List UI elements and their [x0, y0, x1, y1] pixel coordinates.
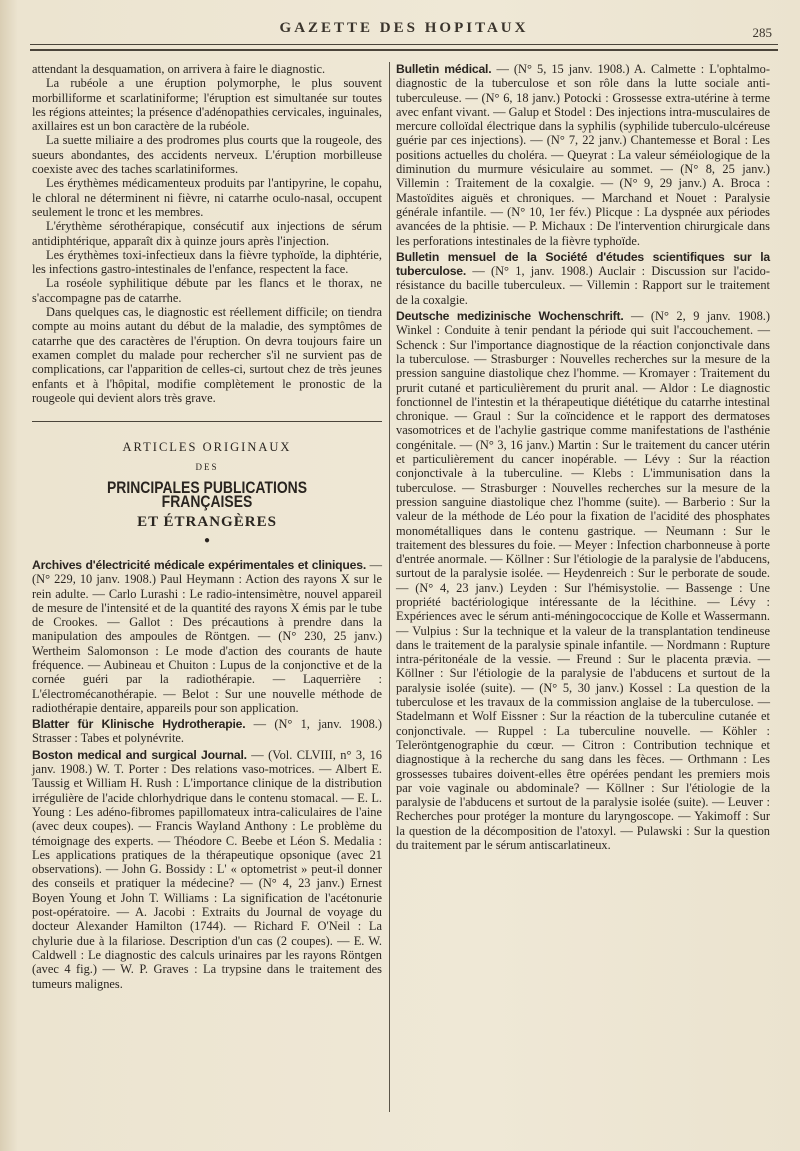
left-column — [32, 62, 382, 993]
entry-body: — (N° 1, janv. 1908.) Strasser : Tabes et polynévrite. — [32, 717, 382, 746]
entry-body: — (N° 1, janv. 1908.) Auclair : Discussion sur l'acido-résistance du bacille tuberculeux. — Villemin : Rapport sur le traitement de la coxalgie. — [396, 264, 770, 307]
section-title: PRINCIPALES PUBLICATIONS FRANÇAISES — [106, 477, 308, 512]
entry-body: — (N° 2, 9 janv. 1908.) Winkel : Conduite à tenir pendant la période qui suit l'accouchement. — Schenck : Sur l'importance diagnostique de la réaction conjonctivale dans la tuberculose. — Strasburger : Nouvelles recherches sur la mesure de la pression sanguine diastolique chez l'homme. — Kromayer : Traitement du prurit cutané et particulièrement du prurit anal. — Aldor : Le diagnostic fonctionnel de l'intestin et la thérapeutique diététique du catarrhe intestinal chronique. — Graul : Sur la coïncidence et le rapport des dermatoses vasomotrices et de l'achylie gastrique comme manifestations de l'asthénie congénitale. — (N° 3, 16 janv.) Martin : Sur le traitement du cancer utérin et particulièrement du cancer inopérable. — Lévy : Sur la réaction conjonctivale à la tuberculine. — Klebs : L'immunisation dans la tuberculose. — Strasburger : Nouvelles recherches sur la mesure de la pression sanguine diastolique chez l'homme (suite). — Barberio : Sur la valeur de la méthode de Léo pour la fixation de l'acidité des phosphates monométalliques dans le contenu gastrique. — Neumann : Sur le traitement des blessures du foie. — Meyer : Infection charbonneuse à porte d'entrée anormale. — Köllner : Sur l'étiologie de la paralysie de l'abducens, surtout de la paralysie isolée. — Heydenreich : Sur le perborate de soude. — (N° 4, 23 janv.) Leyden : Sur l'hémisystolie. — Bassenge : Une propriété bactériologique intéressante de la lécithine. — Lévy : Expériences avec le sérum anti-méningococcique de Kolle et Wassermann. — Vulpius : Sur la technique et la valeur de la transplantation tendineuse dans le traitement de la paralysie spinale infantile. — Nordmann : Rupture intra-péritonéale de la vessie. — Freund : Sur le placenta prævia. — Köllner : Sur l'étiologie de la paralysie de l'abducens et surtout de la paralysie isolée (suite). — (N° 5, 30 janv.) Kossel : La question de la tuberculose et les travaux de la commission anglaise de la tuberculose. — Stadelmann et Wolf Eissner : Sur la réaction de la tuberculine cutanée et conjonctivale. — Ruppel : La tuberculine nouvelle. — Köhler : Teleröntgenographie du cœur. — Citron : Contribution technique et diagnostique à la recherche du sang dans les fèces. — Orthmann : Les grossesses tubaires doivent-elles être opérées pendant les premiers mois par voie vaginale ou abdominale? — Köllner : Sur l'étiologie de la paralysie de l'abducens et surtout de la paralysie isolée (suite). — Leuver : Recherches pour protéger la monture du laryngoscope. — Yakimoff : Sur la question de la décomposition de l'atoxyl. — Pulawski : Sur la question du traitement par le sérum antiscarlatineux. — [396, 309, 771, 853]
journal-entry — [32, 717, 382, 746]
journal-entry — [32, 748, 382, 991]
entry-title: Deutsche medizinische Wochenschrift. — [396, 309, 624, 324]
paragraph: attendant la desquamation, on arrivera à faire le diagnostic. — [32, 62, 326, 76]
entry-title: Bulletin mensuel de la Société d'études scientifiques sur la tuberculose. — [396, 249, 770, 279]
journal-entry — [396, 62, 770, 248]
section-heading: ARTICLES ORIGINAUX — [122, 440, 292, 455]
page-header — [30, 16, 778, 56]
ornament: ● — [203, 534, 211, 546]
journal-entry — [396, 250, 770, 307]
entry-title: Bulletin médical. — [396, 62, 492, 76]
header-rule-double — [30, 49, 778, 51]
section-subheading: DES — [195, 462, 219, 473]
journal-entry — [32, 558, 382, 715]
entry-title: Archives d'électricité médicale expérimentales et cliniques. — [32, 557, 367, 572]
paragraph: Les érythèmes toxi-infectieux dans la fièvre typhoïde, la diphtérie, les infections gastro-intestinales de l'enfance, respectent la face. — [32, 247, 382, 277]
paragraph: Les érythèmes médicamenteux produits par l'antipyrine, le copahu, le chloral ne déterminent ni fièvre, ni catarrhe oculo-nasal, occupent seulement le tronc et les membres. — [32, 176, 382, 219]
header-rule — [30, 44, 778, 45]
paragraph: La rubéole a une éruption polymorphe, le plus souvent morbilliforme et scarlatiniforme; l'éruption est simultanée sur toutes les régions atteintes; la présence d'adénopathies cervicales, inguinales, axillaires est un bon caractère de la rubéole. — [32, 76, 382, 134]
column-divider — [389, 62, 390, 1112]
entry-body: — (N° 229, 10 janv. 1908.) Paul Heymann : Action des rayons X sur le rein adulte. — Carlo Lurashi : Le radio-intensimètre, nouvel appareil de mesure de l'intensité et de la quantité des rayons X émis par le tube de Crookes. — Gallot : Des précautions à prendre dans la manipulation des ampoules de Röntgen. — (N° 230, 25 janv.) Wertheim Salomonson : Le mode d'action des courants de haute fréquence. — Aubineau et Chuiton : Lupus de la conjonctive et de la cornée guéri par la radiothérapie. — Laquerrière : L'électromécanothérapie. — Belot : Sur une nouvelle méthode de radiothérapie dentaire, appareils pour son application. — [32, 557, 382, 715]
page-number: 285 — [752, 25, 772, 40]
paragraph: La suette miliaire a des prodromes plus courts que la rougeole, des sueurs abondantes, des accidents nerveux. L'éruption morbilleuse coexiste avec des taches scarlatiniformes. — [32, 133, 382, 177]
entry-title: Blatter für Klinische Hydrotherapie. — [32, 717, 246, 732]
paragraph: Dans quelques cas, le diagnostic est réellement difficile; on tiendra compte au moins autant du début de la maladie, des symptômes de catarrhe que des caractères de l'éruption. On devra toujours faire un examen complet du malade pour rechercher s'il ne survient pas de complications, car l'apparition de celles-ci, surtout chez de très jeunes enfants et à l'hôpital, modifie complètement le pronostic de la rougeole qui devient alors très grave. — [32, 305, 382, 405]
paragraph: La roséole syphilitique débute par les flancs et le thorax, ne s'accompagne pas de catarrhe. — [32, 276, 382, 305]
journal-title: GAZETTE DES HOPITAUX — [279, 20, 529, 36]
entry-body: — (N° 5, 15 janv. 1908.) A. Calmette : L'ophtalmo-diagnostic de la tuberculose et son rôle dans la lutte sociale anti-tuberculeuse. — (N° 6, 18 janv.) Potocki : Grossesse extra-utérine à terme avec enfant vivant. — Galup et Stodel : Des injections intra-musculaires de mercure colloïdal électrique dans la syphilis (syphilide tuberculo-ulcéreuse guérie par ces injections). — (N° 7, 22 janv.) Chantemesse et Boral : Les positions actuelles du choléra. — Queyrat : La valeur séméiologique de la diminution du murmure vésiculaire au sommet. — (N° 8, 25 janv.) Villemin : Traitement de la coxalgie. — (N° 9, 29 janv.) A. Broca : Mastoïdites aiguës et chroniques. — Marchand et Nouet : Paralysie générale infantile. — (N° 10, 1er fév.) Plicque : La dyspnée aux périodes avancées de la phtisie. — P. Michaux : De l'intervention chirurgicale dans les perforations intestinales de la fièvre typhoïde. — [396, 62, 770, 248]
journal-entry — [396, 309, 770, 852]
paragraph: L'érythème sérothérapique, consécutif aux injections de sérum antidiphtérique, apparaît dix à quinze jours après l'injection. — [32, 219, 382, 248]
entry-body: — (Vol. CLVIII, n° 3, 16 janv. 1908.) W. T. Porter : Des relations vaso-motrices. — Albert E. Taussig et William H. Rush : L'importance clinique de la distribution irrégulière de l'acide chlorhydrique dans le contenu stomacal. — E. L. Young : Les adéno-fibromes papillomateux intra-caliculaires de l'aine (avec deux coupes). — Francis Wayland Anthony : Le problème du témoignage des experts. — Théodore C. Beebe et Léon S. Medalia : Les applications pratiques de la thérapeutique opsonique (avec 21 observations). — John G. Bossidy : L' « optometrist » peut-il donner des conseils et pratiquer la médecine? — (N° 4, 23 janv.) Ernest Boyen Young et John T. Williams : La signification de l'acétonurie post-opératoire. — A. Jacobi : Extraits du Journal de voyage du docteur Alexander Hamilton (1744). — Richard F. O'Neil : La chylurie due à la filariose. Description d'un cas (2 coupes). — E. W. Caldwell : Le diagnostic des calculs urinaires par les rayons Röntgen (avec 4 fig.) — W. P. Graves : La trypsine dans le traitement des tumeurs malignes. — [32, 747, 382, 991]
section-title-2: ET ÉTRANGÈRES — [137, 514, 277, 531]
entry-title: Boston medical and surgical Journal. — [32, 747, 247, 762]
section-rule — [32, 421, 382, 422]
right-column — [396, 62, 770, 854]
